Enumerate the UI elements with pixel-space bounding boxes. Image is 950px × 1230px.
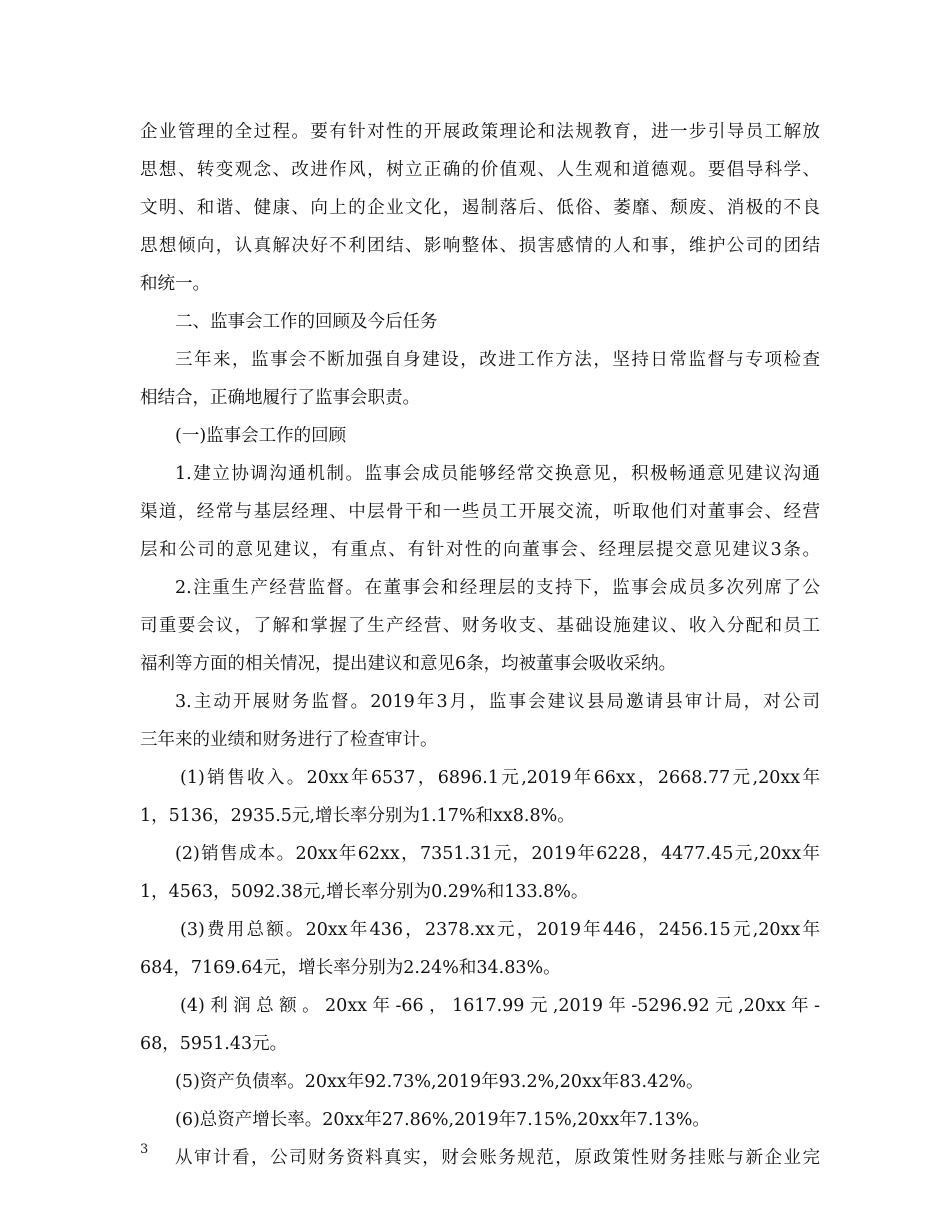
body-line: 企业管理的全过程。要有针对性的开展政策理论和法规教育，进一步引导员工解放 [140,122,820,142]
body-line: 层和公司的意见建议，有重点、有针对性的向董事会、经理层提交意见建议3条。 [140,540,820,560]
list-item-line: 1，5136，2935.5元,增长率分别为1.17%和xx8.8%。 [140,806,575,826]
section-heading: 二、监事会工作的回顾及今后任务 [175,312,438,332]
list-item-line: (1)销售收入。20xx年6537，6896.1元,2019年66xx，2668.77元,20xx年 [180,768,820,788]
body-line: 司重要会议，了解和掌握了生产经营、财务收支、基础设施建议、收入分配和员工 [140,616,820,636]
body-line: 思想倾向，认真解决好不利团结、影响整体、损害感情的人和事，维护公司的团结 [140,236,820,256]
subsection-heading: (一)监事会工作的回顾 [175,426,347,446]
body-line: 三年来，监事会不断加强自身建设，改进工作方法，坚持日常监督与专项检查 [175,350,820,370]
body-line: 渠道，经常与基层经理、中层骨干和一些员工开展交流，听取他们对董事会、经营 [140,502,820,522]
body-line: 三年来的业绩和财务进行了检查审计。 [140,730,438,750]
body-line: 2.注重生产经营监督。在董事会和经理层的支持下，监事会成员多次列席了公 [175,578,820,598]
body-line: 和统一。 [140,274,210,294]
list-item-line: 68，5951.43元。 [140,1034,288,1054]
body-line: 福利等方面的相关情况，提出建议和意见6条，均被董事会吸收采纳。 [140,654,677,674]
body-line: 3.主动开展财务监督。2019年3月，监事会建议县局邀请县审计局，对公司 [175,692,820,712]
list-item-line: (2)销售成本。20xx年62xx，7351.31元，2019年6228，4477.45元,20xx年 [175,844,820,864]
body-line: 1.建立协调沟通机制。监事会成员能够经常交换意见，积极畅通意见建议沟通 [175,464,820,484]
body-line: 从审计看，公司财务资料真实，财会账务规范，原政策性财务挂账与新企业完 [175,1148,820,1168]
body-line: 相结合，正确地履行了监事会职责。 [140,388,420,408]
body-line: 思想、转变观念、改进作风，树立正确的价值观、人生观和道德观。要倡导科学、 [140,160,820,180]
list-item-line: (6)总资产增长率。20xx年27.86%,2019年7.15%,20xx年7.13%。 [175,1110,710,1130]
list-item-line: (5)资产负债率。20xx年92.73%,2019年93.2%,20xx年83.42%。 [175,1072,704,1092]
body-line: 文明、和谐、健康、向上的企业文化，遏制落后、低俗、萎靡、颓废、消极的不良 [140,198,820,218]
list-item-line: (3)费用总额。20xx年436，2378.xx元，2019年446，2456.15元,20xx年 [180,920,820,940]
page-number: 3 [140,1142,149,1157]
list-item-line: 684，7169.64元，增长率分别为2.24%和34.83%。 [140,958,561,978]
list-item-line: 1，4563，5092.38元,增长率分别为0.29%和133.8%。 [140,882,589,902]
list-item-line: (4)利润总额。20xx年-66，1617.99元,2019年-5296.92元,20xx年- [180,996,820,1016]
